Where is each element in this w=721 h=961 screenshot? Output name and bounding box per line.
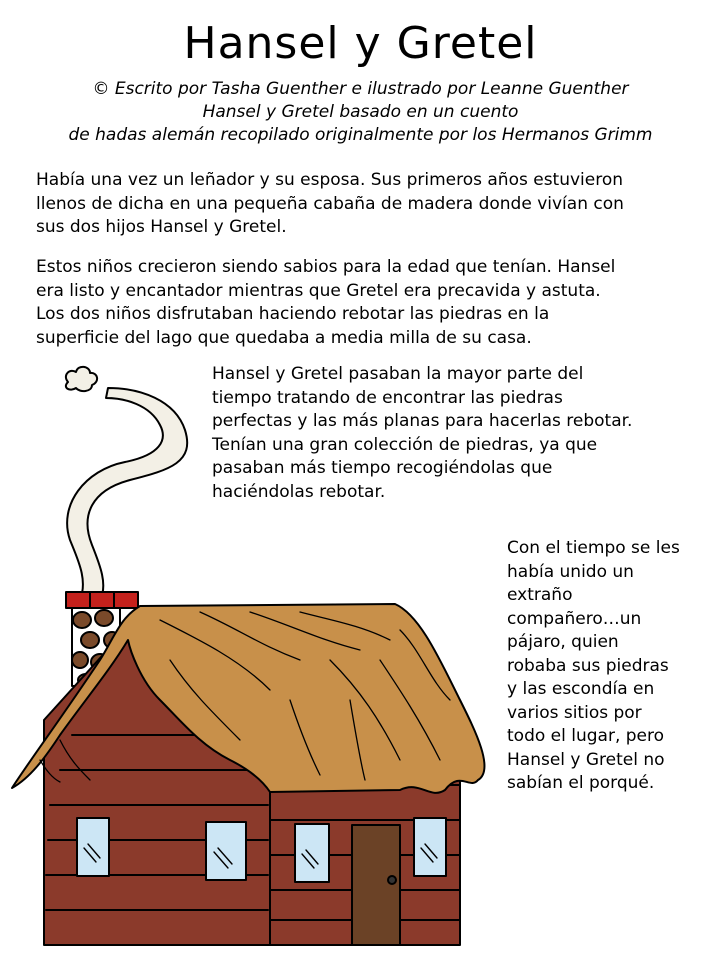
text-line: varios sitios por [507, 702, 642, 723]
text-line: extraño [507, 585, 573, 605]
text-line: sabían el porqué. [507, 773, 655, 793]
text-line: Con el tiempo se les [507, 538, 680, 558]
text-line: pasaban más tiempo recogiéndolas que [212, 458, 553, 478]
credits-line: © Escrito por Tasha Guenther e ilustrado por Leanne Guenther [92, 79, 629, 99]
text-line: tiempo tratando de encontrar las piedras [212, 387, 563, 408]
page-title: Hansel y Gretel [183, 18, 538, 69]
story-paragraph-4 [507, 537, 692, 796]
text-line: Había una vez un leñador y su esposa. Sus primeros años estuvieron [36, 170, 624, 190]
window [295, 824, 329, 882]
window [206, 822, 246, 880]
text-line: Hansel y Gretel no [507, 749, 665, 770]
text-line: Estos niños crecieron siendo sabios para la edad que tenían. Hansel [36, 257, 616, 277]
text-line: pájaro, quien [507, 632, 619, 652]
text-line: llenos de dicha en una pequeña cabaña de madera donde vivían con [36, 193, 624, 214]
text-line: compañero…un [507, 608, 642, 629]
chimney-smoke [67, 388, 187, 600]
credits-line: Hansel y Gretel basado en un cuento [202, 102, 519, 122]
text-line: había unido un [507, 561, 634, 582]
text-line: perfectas y las más planas para hacerlas rebotar. [212, 411, 633, 431]
text-line: robaba sus piedras [507, 655, 669, 676]
story-paragraph-2 [36, 256, 676, 350]
text-line: y las escondía en [507, 679, 655, 699]
story-paragraph-1 [36, 169, 676, 240]
window [77, 818, 109, 876]
credits [0, 78, 721, 147]
text-line: sus dos hijos Hansel y Gretel. [36, 217, 287, 237]
text-line: Tenían una gran colección de piedras, ya que [212, 434, 598, 455]
credits-line: de hadas alemán recopilado originalmente por los Hermanos Grimm [68, 125, 653, 145]
cabin-door [352, 825, 400, 945]
text-line: Los dos niños disfrutaban haciendo rebotar las piedras en la [36, 304, 550, 324]
text-line: superficie del lago que quedaba a media milla de su casa. [36, 327, 532, 348]
chimney-cap [66, 592, 138, 608]
text-line: era listo y encantador mientras que Gretel era precavida y astuta. [36, 280, 601, 301]
window [414, 818, 446, 876]
door-knob [388, 876, 396, 884]
text-line: Hansel y Gretel pasaban la mayor parte del [212, 364, 584, 384]
text-line: todo el lugar, pero [507, 726, 665, 746]
text-line: haciéndolas rebotar. [212, 481, 386, 502]
smoke-puff [66, 367, 97, 391]
log-cabin-illustration [0, 360, 500, 960]
